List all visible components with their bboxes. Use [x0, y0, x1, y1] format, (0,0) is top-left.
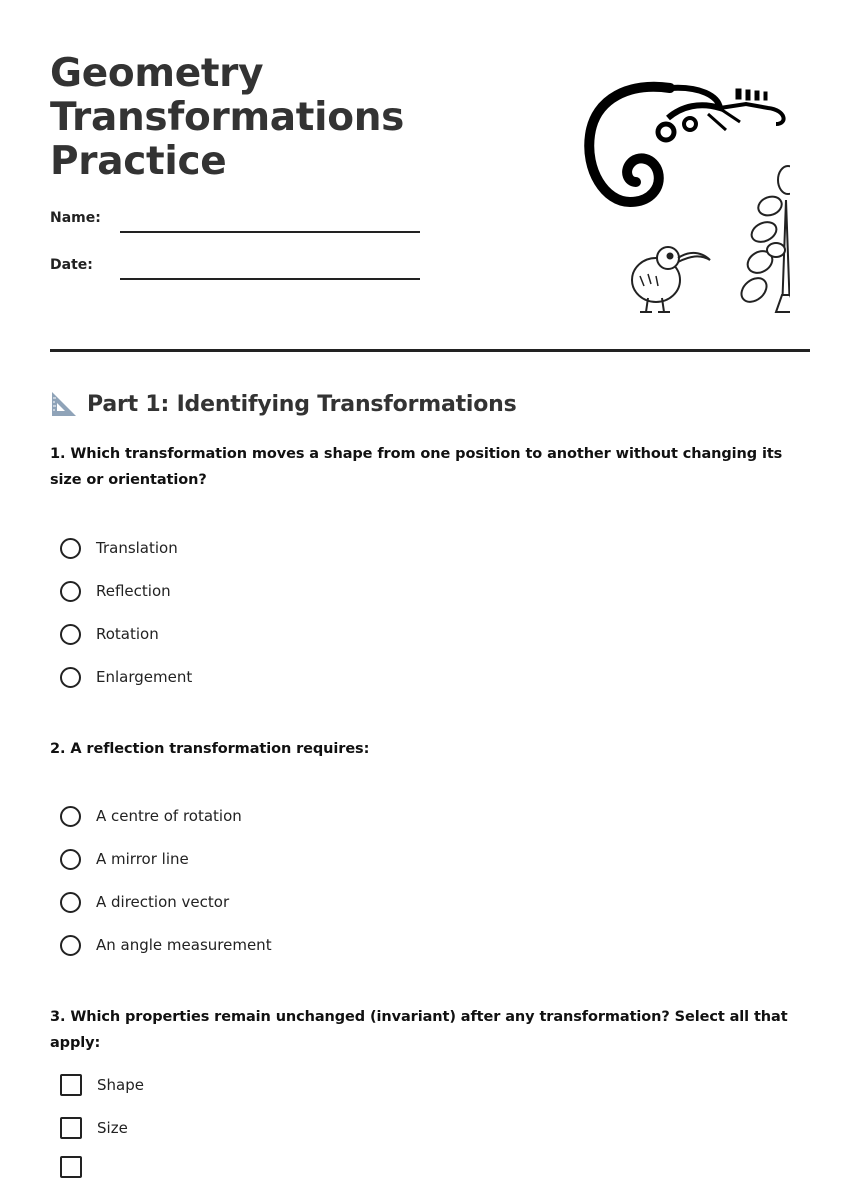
radio-button[interactable]	[60, 935, 81, 956]
q1-option-reflection[interactable]	[60, 578, 171, 604]
date-label: Date:	[50, 257, 93, 273]
set-square-icon	[50, 390, 78, 418]
checkbox[interactable]	[60, 1156, 82, 1178]
q1-option-enlargement[interactable]	[60, 664, 192, 690]
question-1: 1. Which transformation moves a shape from one position to another without changing its size or orientation?	[50, 446, 783, 488]
title-line-3: Practice	[50, 139, 227, 184]
option-label: Size	[97, 1119, 128, 1137]
question-3: 3. Which properties remain unchanged (invariant) after any transformation? Select all that apply:	[50, 1009, 788, 1051]
q1-option-translation[interactable]	[60, 535, 178, 561]
option-label: Rotation	[96, 625, 159, 643]
option-label: A direction vector	[96, 893, 230, 911]
q1-option-rotation[interactable]	[60, 621, 159, 647]
name-field[interactable]	[50, 210, 430, 234]
radio-button[interactable]	[60, 849, 81, 870]
option-label: A mirror line	[96, 850, 189, 868]
q2-option-centre-of-rotation[interactable]	[60, 803, 242, 829]
q3-option-size[interactable]	[60, 1115, 128, 1141]
q3-option-shape[interactable]	[60, 1072, 144, 1098]
title-line-2: Transformations	[50, 95, 405, 140]
question-2: 2. A reflection transformation requires:	[50, 741, 370, 757]
option-label: Enlargement	[96, 668, 193, 686]
q2-option-direction-vector[interactable]	[60, 889, 229, 915]
q2-option-mirror-line[interactable]	[60, 846, 189, 872]
koru-swirl-icon	[589, 87, 783, 202]
checkbox[interactable]	[60, 1074, 82, 1096]
radio-button[interactable]	[60, 892, 81, 913]
q3-option-partial[interactable]	[60, 1154, 97, 1180]
q2-option-angle-measurement[interactable]	[60, 932, 272, 958]
illustrations	[550, 80, 790, 320]
title-line-1: Geometry	[50, 51, 264, 96]
option-label: Shape	[97, 1076, 144, 1094]
option-label: Reflection	[96, 582, 171, 600]
name-label: Name:	[50, 210, 101, 226]
date-line[interactable]	[120, 278, 420, 280]
option-label: An angle measurement	[96, 936, 272, 954]
radio-button[interactable]	[60, 538, 81, 559]
radio-button[interactable]	[60, 581, 81, 602]
section-title: Part 1: Identifying Transformations	[87, 391, 517, 417]
checkbox[interactable]	[60, 1117, 82, 1139]
radio-button[interactable]	[60, 806, 81, 827]
worksheet-title	[50, 52, 490, 184]
leafy-tree-icon	[737, 166, 790, 312]
kiwi-bird-icon	[632, 247, 710, 312]
radio-button[interactable]	[60, 624, 81, 645]
option-label: A centre of rotation	[96, 807, 242, 825]
worksheet-header	[50, 0, 810, 352]
radio-button[interactable]	[60, 667, 81, 688]
option-label: Translation	[96, 539, 178, 557]
name-line[interactable]	[120, 231, 420, 233]
header-divider	[50, 349, 810, 352]
date-field[interactable]	[50, 257, 430, 281]
section-heading-part-1	[50, 388, 517, 420]
